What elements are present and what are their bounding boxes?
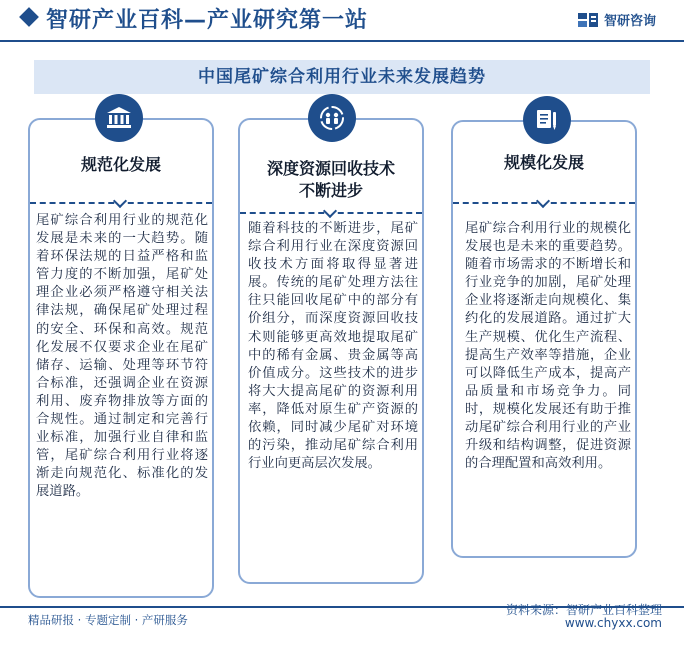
trend-card-box bbox=[238, 118, 424, 584]
trend-heading-line1: 深度资源回收技术 bbox=[266, 159, 395, 178]
recycling-people-icon bbox=[308, 94, 356, 142]
pointer-notch bbox=[113, 194, 127, 208]
page-header bbox=[0, 0, 684, 40]
trend-body: 尾矿综合利用行业的规范化发展是未来的一大趋势。随着环保法规的日益严格和监管力度的不断加强，尾矿处理企业必须严格遵守相关法律法规，确保尾矿处理过程的安全、环保和高效。规范化发展不仅要求企业在尾矿储存、运输、处理等环节符合标准，还强调企业在资源利用、废弃物排放等方面的合规性。通过制定和完善行业标准，加强行业自律和监管，尾矿综合利用行业将逐渐走向规范化、标准化的发展道路。 bbox=[36, 213, 208, 500]
trend-body: 尾矿综合利用行业的规模化发展也是未来的重要趋势。随着市场需求的不断增长和行业竞争的加剧，尾矿处理企业将逐渐走向规模化、集约化的发展道路。通过扩大生产规模、优化生产流程、提高生产效率等措施，企业可以降低生产成本，提高产品质量和市场竞争力。同时，规模化发展还有助于推动尾矿综合利用行业的产业升级和结构调整，促进资源的合理配置和高效利用。 bbox=[465, 221, 631, 472]
header-divider bbox=[0, 40, 684, 42]
trend-body: 随着科技的不断进步，尾矿综合利用行业在深度资源回收技术方面将取得显著进展。传统的尾矿处理方法往往只能回收尾矿中的部分有价组分，而深度资源回收技术则能够更高效地提取尾矿中的稀有金属、贵金属等高价值成分。这些技术的进步将大大提高尾矿的资源利用率，降低对原生矿产资源的依赖，同时减少尾矿对环境的污染，推动尾矿综合利用行业向更高层次发展。 bbox=[248, 221, 418, 472]
source-note: 资料来源：智研产业百科整理 bbox=[505, 603, 662, 617]
pointer-notch bbox=[323, 204, 337, 218]
trend-card-box bbox=[451, 120, 637, 558]
trend-heading: 规范化发展 bbox=[80, 155, 161, 174]
logo-text: 智研咨询 bbox=[603, 14, 656, 29]
pointer-notch bbox=[536, 194, 550, 208]
title-banner bbox=[34, 60, 650, 94]
banner-title: 中国尾矿综合利用行业未来发展趋势 bbox=[198, 67, 486, 87]
trend-heading: 规模化发展 bbox=[503, 153, 584, 172]
trend-card-box bbox=[28, 118, 214, 598]
institution-building-icon bbox=[95, 94, 143, 142]
brand-logo[interactable] bbox=[578, 10, 656, 29]
trend-heading-line2: 不断进步 bbox=[298, 181, 363, 200]
document-scale-icon bbox=[523, 96, 571, 144]
website-link[interactable]: www.chyxx.com bbox=[564, 616, 662, 630]
site-title: 智研产业百科—产业研究第一站 bbox=[46, 8, 369, 33]
zhiyan-logo-icon bbox=[578, 11, 600, 29]
diamond-icon bbox=[19, 7, 39, 27]
footer-services: 精品研报 · 专题定制 · 产研服务 bbox=[28, 613, 188, 627]
